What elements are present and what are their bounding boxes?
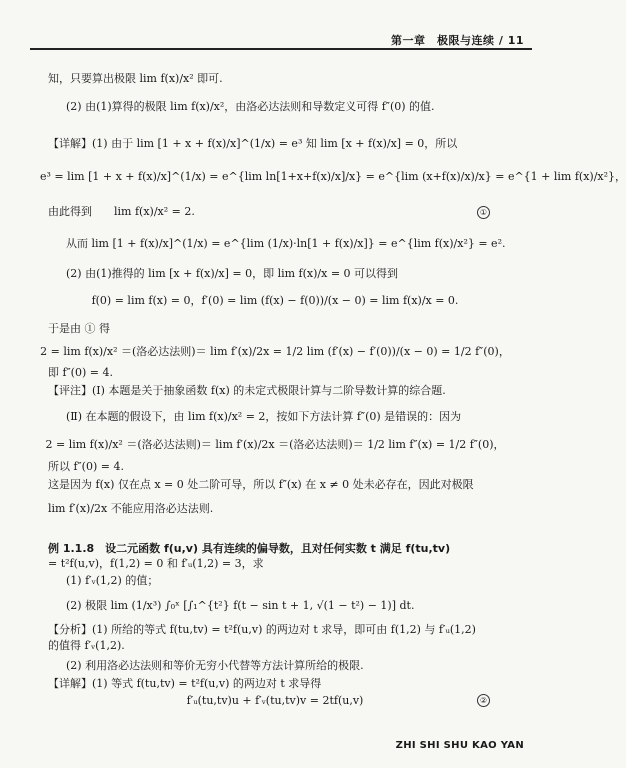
text-line: (2) 极限 lim (1/x³) ∫₀ˣ [∫₁^{t²} f(t − sin t + 1, √(1 − t²) − 1)] dt. xyxy=(66,599,415,612)
text-line: (2) 由(1)推得的 lim [x + f(x)/x] = 0，即 lim f(x)/x = 0 可以得到 xyxy=(66,267,399,280)
text-line: 所以 f″(0) = 4. xyxy=(48,460,124,473)
header-rule xyxy=(30,48,532,50)
text-line: 【详解】(1) 由于 lim [1 + x + f(x)/x]^(1/x) = e³ 知 lim [x + f(x)/x] = 0，所以 xyxy=(48,137,458,150)
text-line: (1) f′ᵥ(1,2) 的值； xyxy=(66,574,159,587)
text-line: (2) 由(1)算得的极限 lim f(x)/x²，由洛必达法则和导数定义可得 f″(0) 的值. xyxy=(66,100,435,113)
text-line: (Ⅱ) 在本题的假设下，由 lim f(x)/x² = 2，按如下方法计算 f″(0) 是错误的：因为 xyxy=(66,410,462,423)
text-line: 【分析】(1) 所给的等式 f(tu,tv) = t²f(u,v) 的两边对 t 求导，即可由 f(1,2) 与 f′ᵤ(1,2) xyxy=(48,623,476,636)
text-line: 知，只要算出极限 lim f(x)/x² 即可. xyxy=(48,72,223,85)
text-line: 这是因为 f(x) 仅在点 x = 0 处二阶可导，所以 f″(x) 在 x ≠ 0 处未必存在，因此对极限 xyxy=(48,478,474,491)
text-line: (2) 利用洛必达法则和等价无穷小代替等方法计算所给的极限. xyxy=(66,659,364,672)
example-heading: 例 1.1.8 设二元函数 f(u,v) 具有连续的偏导数，且对任何实数 t 满足 f(tu,tv) xyxy=(48,542,451,555)
equation-line: f(0) = lim f(x) = 0，f′(0) = lim (f(x) − f(0))/(x − 0) = lim f(x)/x = 0. xyxy=(91,294,459,307)
equation-marker: ② xyxy=(477,694,490,707)
equation-marker: ① xyxy=(477,206,490,219)
text-line: 由此得到 lim f(x)/x² = 2. xyxy=(48,205,195,218)
running-footer: ZHI SHI SHU KAO YAN xyxy=(395,740,524,751)
text-line: 从而 lim [1 + f(x)/x]^(1/x) = e^{lim (1/x)·ln[1 + f(x)/x]} = e^{lim f(x)/x²} = e². xyxy=(66,237,506,250)
equation-line: 2 = lim f(x)/x² ＝(洛必达法则)＝ lim f′(x)/2x ＝(洛必达法则)＝ 1/2 lim f″(x) = 1/2 f″(0)， xyxy=(45,438,505,451)
chapter-title: 第一章 极限与连续 / 11 xyxy=(391,34,524,47)
text-line: 即 f″(0) = 4. xyxy=(48,366,113,379)
running-header xyxy=(30,32,532,50)
text-line: 【详解】(1) 等式 f(tu,tv) = t²f(u,v) 的两边对 t 求导得 xyxy=(48,677,322,690)
equation-line: 2 = lim f(x)/x² ＝(洛必达法则)＝ lim f′(x)/2x = 1/2 lim (f′(x) − f′(0))/(x − 0) = 1/2 f″(0)， xyxy=(40,345,510,358)
equation-line: f′ᵤ(tu,tv)u + f′ᵥ(tu,tv)v = 2tf(u,v) xyxy=(186,694,364,707)
text-line: lim f′(x)/2x 不能应用洛必达法则. xyxy=(48,502,214,515)
equation-line: e³ = lim [1 + x + f(x)/x]^(1/x) = e^{lim ln[1+x+f(x)/x]/x} = e^{lim (x+f(x)/x)/x} = e^{1 + lim f(x)/x²}， xyxy=(40,170,626,183)
text-line: 于是由 ① 得 xyxy=(48,322,110,335)
text-line: 的值得 f′ᵥ(1,2). xyxy=(48,639,125,652)
text-line: = t²f(u,v)，f(1,2) = 0 和 f′ᵤ(1,2) = 3，求 xyxy=(48,557,264,570)
text-line: 【评注】(Ⅰ) 本题是关于抽象函数 f(x) 的未定式极限计算与二阶导数计算的综合题. xyxy=(48,384,446,397)
